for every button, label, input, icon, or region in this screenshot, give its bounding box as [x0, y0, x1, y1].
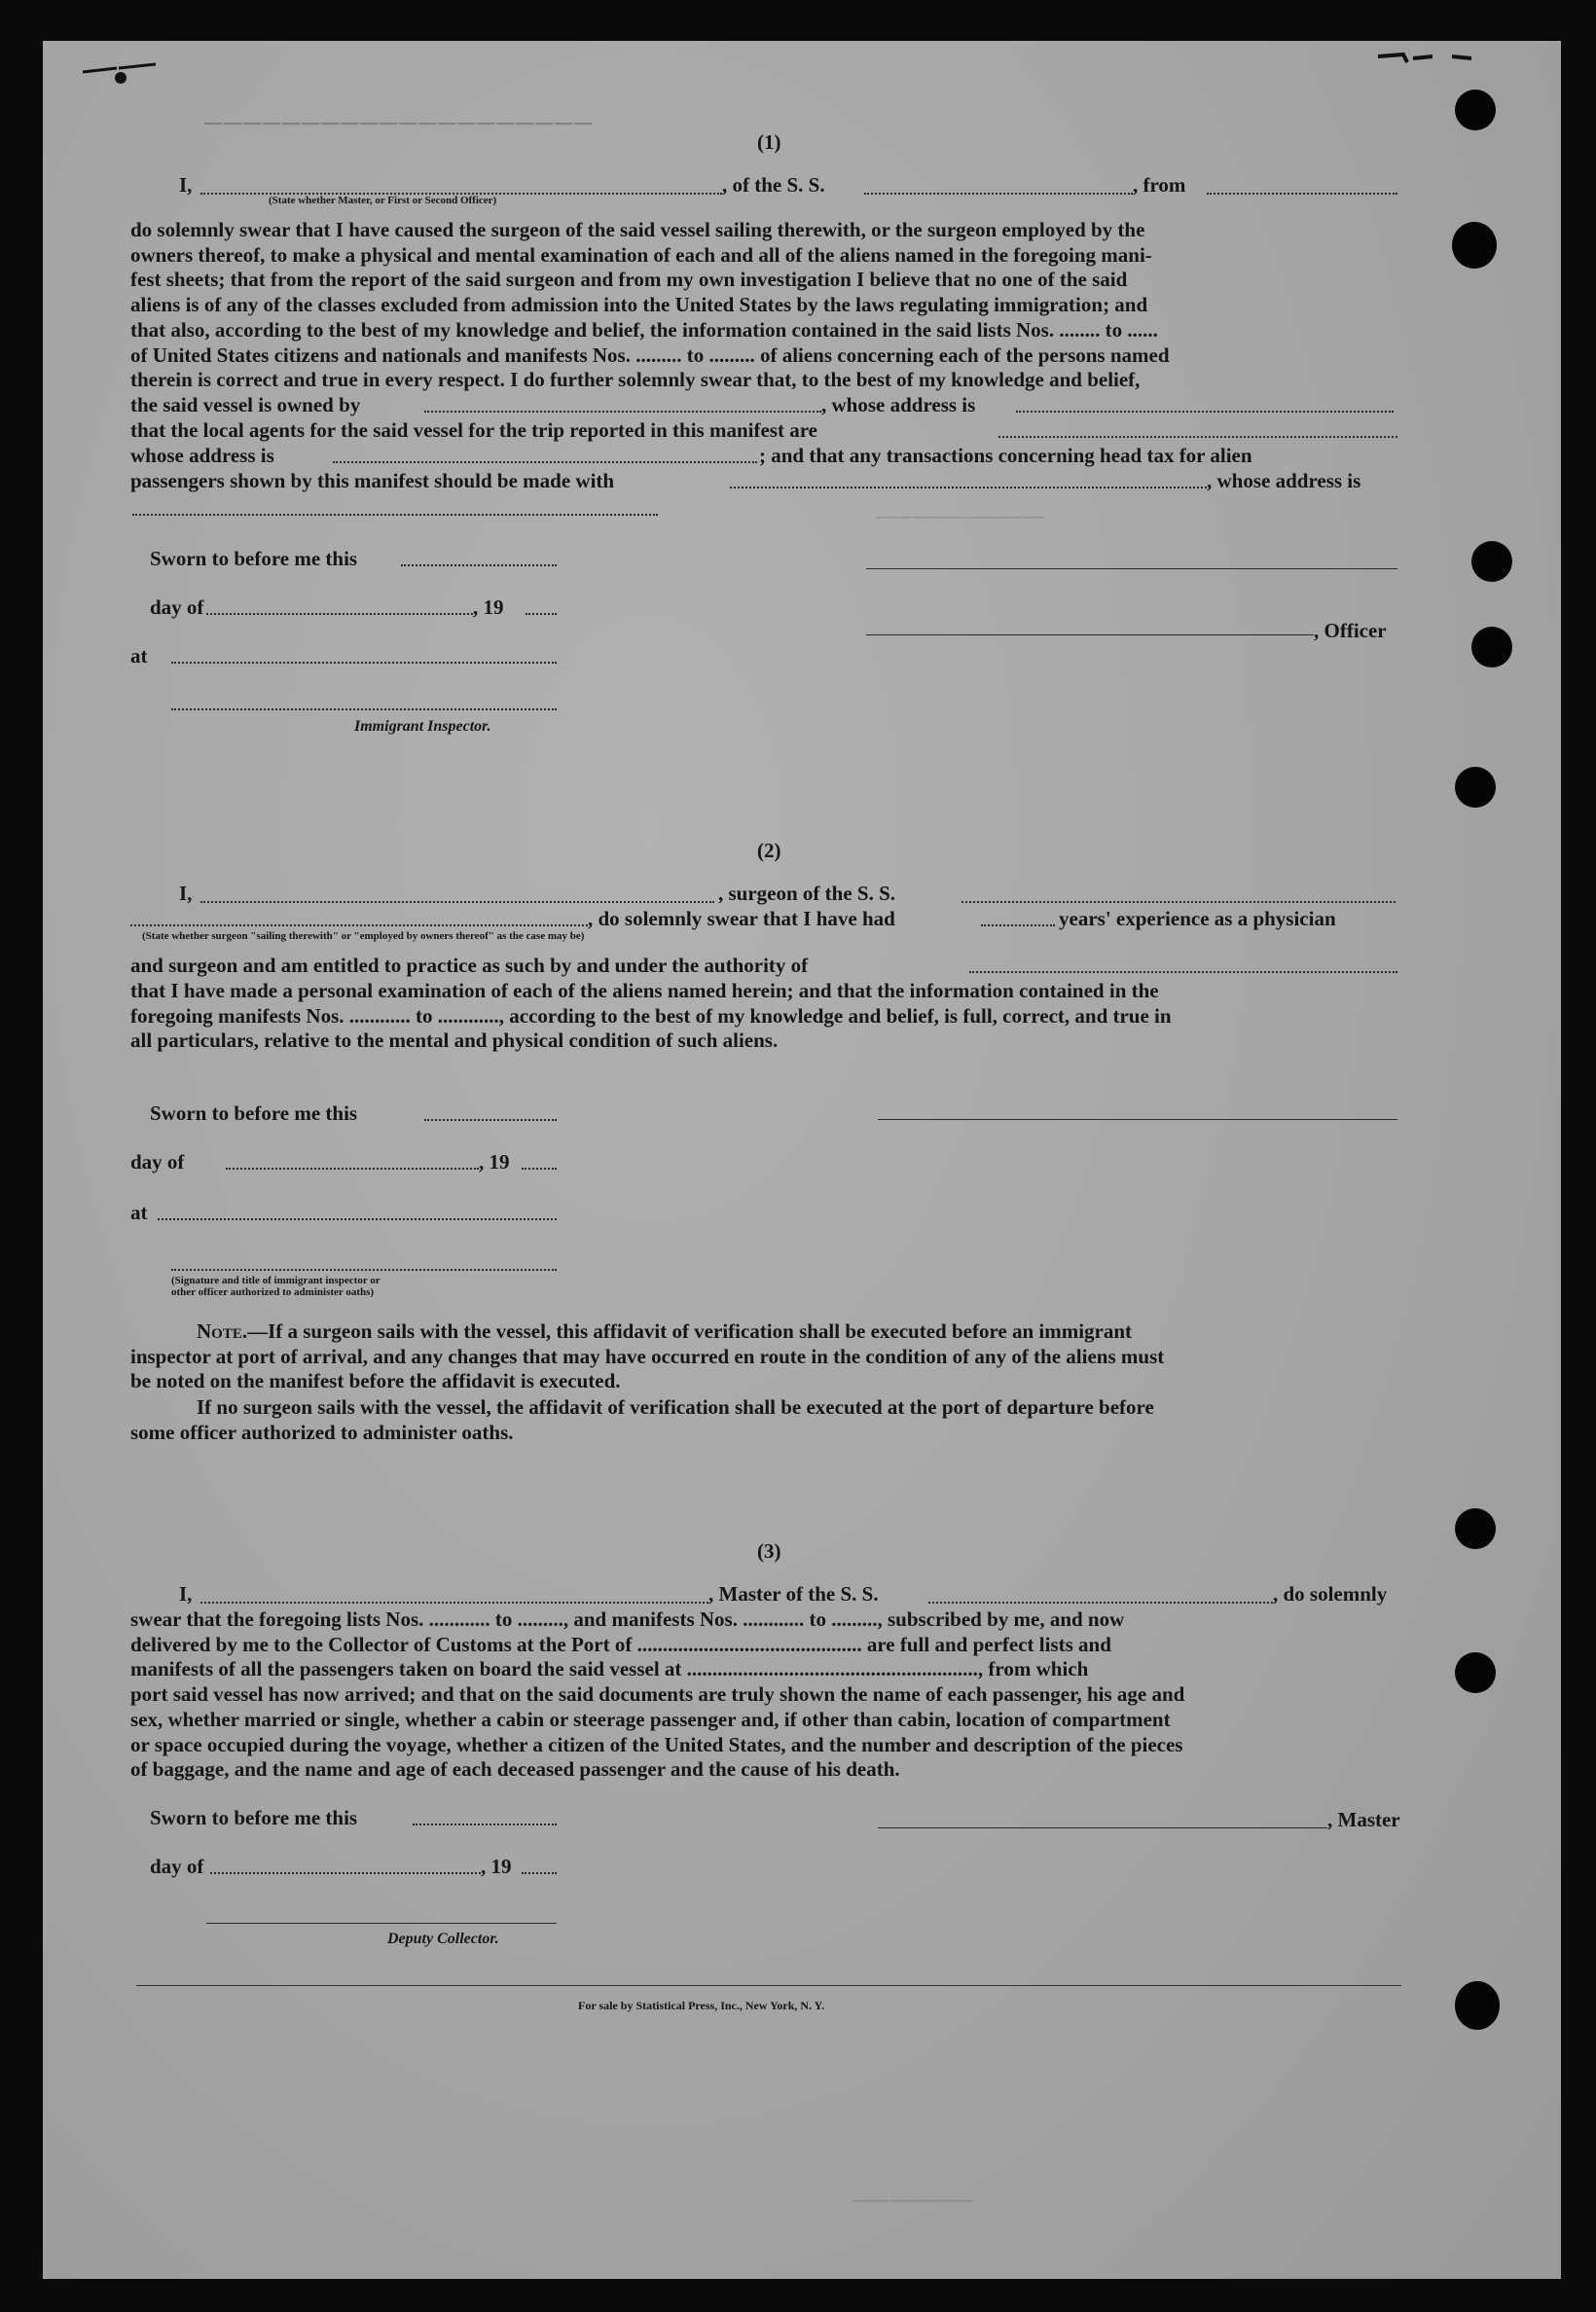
s3-vessel-field[interactable]: [928, 1602, 1273, 1604]
s1-from-field[interactable]: [1207, 193, 1397, 195]
corner-mark-top-right: [1374, 51, 1481, 68]
s2-solemnly: , do solemnly swear that I have had: [588, 907, 895, 930]
s1-whose-address-3: , whose address is: [1207, 469, 1361, 492]
punch-hole-3: [1471, 541, 1512, 582]
s1-officer-signature-line-top[interactable]: [866, 568, 1397, 569]
s3-para-line: delivered by me to the Collector of Customs at the Port of ............................................ are full and perfect lists and: [130, 1632, 1111, 1656]
s2-paragraph: [130, 979, 1401, 1054]
note-paragraph-2: [130, 1395, 1401, 1445]
note-line-1: [130, 1319, 1401, 1345]
s3-deputy-collector-line[interactable]: [206, 1923, 557, 1924]
s1-para-line: owners thereof, to make a physical and mental examination of each and all of the aliens named in the foregoing mani-: [130, 242, 1152, 267]
corner-mark-top-left: [78, 60, 165, 90]
s1-officer: , Officer: [1314, 619, 1387, 642]
s3-do-solemnly: , do solemnly: [1273, 1582, 1388, 1606]
s3-para-line: swear that the foregoing lists Nos. ............ to ........., and manifests Nos. ............ to ........., subscribed by me, and now: [130, 1608, 1125, 1631]
s1-agents-field[interactable]: [998, 436, 1397, 438]
s3-para-line: port said vessel has now arrived; and that on the said documents are truly shown the name of each passenger, his age and: [130, 1682, 1185, 1707]
bleed-through-heading: ────────────────────: [204, 105, 595, 138]
punch-hole-5: [1455, 767, 1496, 808]
s2-authority-field[interactable]: [969, 971, 1397, 973]
s3-day-of: day of: [150, 1855, 204, 1878]
s2-year-field[interactable]: [522, 1168, 557, 1170]
s1-head-tax-field[interactable]: [730, 487, 1207, 488]
note-line: If no surgeon sails with the vessel, the affidavit of verification shall be executed at the port of departure before: [197, 1395, 1154, 1419]
s1-from: , from: [1133, 173, 1186, 197]
s2-years-field[interactable]: [981, 924, 1055, 926]
s1-owned-by: the said vessel is owned by: [130, 393, 361, 416]
s1-agents-address-field[interactable]: [333, 461, 757, 463]
s1-para-line: fest sheets; that from the report of the said surgeon and from my own investigation I believe that no one of the said: [130, 268, 1128, 292]
punch-hole-4: [1471, 627, 1512, 668]
s2-vessel-field[interactable]: [961, 901, 1396, 903]
punch-hole-2: [1452, 222, 1497, 269]
s1-at: at: [130, 644, 148, 668]
s1-nineteen: , 19: [473, 596, 504, 619]
s3-para-line: of baggage, and the name and age of each deceased passenger and the cause of his death.: [130, 1757, 900, 1782]
s1-passengers: passengers shown by this manifest should be made with: [130, 469, 615, 492]
s1-sworn: Sworn to before me this: [150, 547, 358, 570]
note-label: Note.: [197, 1319, 248, 1343]
s2-at-field[interactable]: [158, 1218, 557, 1220]
footer-for-sale: For sale by Statistical Press, Inc., New York, N. Y.: [578, 1999, 825, 2012]
s3-paragraph: [130, 1608, 1401, 1783]
s2-signature-note: (Signature and title of immigrant inspector or other officer authorized to administer oaths): [171, 1275, 381, 1298]
s3-sworn-field[interactable]: [413, 1824, 557, 1825]
s3-nineteen: , 19: [481, 1855, 512, 1878]
note-paragraph-1: [130, 1319, 1401, 1394]
s2-note-surgeon: (State whether surgeon "sailing therewith" or "employed by owners thereof" as the case may be): [142, 930, 585, 942]
s2-sworn-field[interactable]: [424, 1119, 557, 1121]
s1-para-line: therein is correct and true in every respect. I do further solemnly swear that, to the best of my knowledge and belief,: [130, 368, 1141, 392]
bleed-through-bottom: ──────────: [852, 2189, 974, 2211]
s2-sworn: Sworn to before me this: [150, 1102, 358, 1125]
s3-name-field[interactable]: [200, 1602, 708, 1604]
s3-day-field[interactable]: [210, 1872, 481, 1874]
punch-hole-8: [1455, 1981, 1500, 2030]
note-line: inspector at port of arrival, and any changes that may have occurred en route in the condition of any of the aliens must: [130, 1344, 1165, 1368]
s2-years: years' experience as a physician: [1059, 907, 1336, 930]
s2-day-field[interactable]: [226, 1168, 479, 1170]
s3-master: , Master: [1327, 1808, 1400, 1831]
s1-i: I,: [179, 173, 193, 197]
punch-hole-1: [1455, 90, 1496, 130]
s1-para-line: aliens is of any of the classes excluded from admission into the United States by the laws regulating immigration; and: [130, 293, 1148, 317]
s1-day-of: day of: [150, 596, 204, 619]
s3-sworn: Sworn to before me this: [150, 1806, 358, 1829]
s2-surgeon-of: , surgeon of the S. S.: [718, 882, 896, 905]
punch-hole-7: [1455, 1652, 1496, 1693]
s2-day-of: day of: [130, 1150, 185, 1174]
s2-para-line: all particulars, relative to the mental and physical condition of such aliens.: [130, 1029, 779, 1053]
s1-owner-field[interactable]: [424, 411, 821, 413]
s3-i: I,: [179, 1582, 193, 1606]
s2-authority: and surgeon and am entitled to practice as such by and under the authority of: [130, 954, 809, 977]
s1-para-line: that also, according to the best of my knowledge and belief, the information contained in the said lists Nos. ........ to ......: [130, 317, 1158, 342]
s1-year-field[interactable]: [526, 613, 557, 615]
s1-note-master: (State whether Master, or First or Second Officer): [269, 195, 497, 206]
s2-para-line: that I have made a personal examination of each of the aliens named herein; and that the information contained in the: [130, 979, 1159, 1002]
note-line: be noted on the manifest before the affidavit is executed.: [130, 1369, 621, 1393]
s3-deputy-collector: Deputy Collector.: [387, 1931, 499, 1947]
note-line: some officer authorized to administer oaths.: [130, 1420, 514, 1444]
s1-officer-signature-line[interactable]: [866, 634, 1314, 635]
s1-para-line: do solemnly swear that I have caused the surgeon of the said vessel sailing therewith, or the surgeon employed by the: [130, 218, 1145, 241]
s3-master-signature-line[interactable]: [878, 1827, 1327, 1828]
note-text: —If a surgeon sails with the vessel, this affidavit of verification shall be executed before an immigrant: [247, 1319, 1133, 1343]
s2-capacity-field[interactable]: [130, 924, 588, 926]
s3-master-of: , Master of the S. S.: [708, 1582, 879, 1606]
s3-para-line: sex, whether married or single, whether a cabin or steerage passenger and, if other than cabin, location of compartment: [130, 1707, 1171, 1731]
s1-day-field[interactable]: [206, 613, 473, 615]
s2-para-line: foregoing manifests Nos. ............ to ............, according to the best of my knowledge and belief, is full, correct, and true in: [130, 1003, 1172, 1028]
s2-signature-line[interactable]: [878, 1119, 1397, 1120]
s2-at: at: [130, 1201, 148, 1224]
s1-owner-address-field[interactable]: [1016, 411, 1394, 413]
s2-signature-field[interactable]: [171, 1269, 557, 1271]
s3-para-line: or space occupied during the voyage, whether a citizen of the United States, and the number and description of the pieces: [130, 1732, 1183, 1756]
s2-i: I,: [179, 882, 193, 905]
s1-vessel-field[interactable]: [864, 193, 1133, 195]
section-3-number: (3): [757, 1539, 781, 1563]
s1-paragraph: [130, 218, 1401, 393]
s1-immigrant-inspector: Immigrant Inspector.: [354, 718, 491, 735]
footer-rule: [136, 1985, 1401, 1986]
bleed-through-column: ──────────────: [876, 506, 1045, 527]
s1-of-ss: , of the S. S.: [722, 173, 825, 197]
s1-para-line: of United States citizens and nationals and manifests Nos. ......... to ......... of aliens concerning each of the persons named: [130, 343, 1170, 367]
s1-whose-address-2: whose address is: [130, 444, 274, 467]
s1-local-agents: that the local agents for the said vessel for the trip reported in this manifest are: [130, 418, 817, 442]
s3-para-line: manifests of all the passengers taken on board the said vessel at ........................................................., from which: [130, 1657, 1089, 1681]
s2-name-field[interactable]: [200, 901, 714, 903]
s1-head-tax-address-field[interactable]: [132, 514, 658, 516]
punch-hole-6: [1455, 1508, 1496, 1549]
s1-head-tax: ; and that any transactions concerning head tax for alien: [759, 444, 1252, 467]
section-1-number: (1): [757, 130, 781, 154]
s2-nineteen: , 19: [479, 1150, 510, 1174]
s1-sworn-field[interactable]: [401, 564, 557, 566]
s1-at-field-2[interactable]: [171, 708, 557, 710]
s3-year-field[interactable]: [522, 1872, 557, 1874]
section-2-number: (2): [757, 839, 781, 862]
s1-at-field[interactable]: [171, 662, 557, 664]
s1-whose-address: , whose address is: [821, 393, 976, 416]
